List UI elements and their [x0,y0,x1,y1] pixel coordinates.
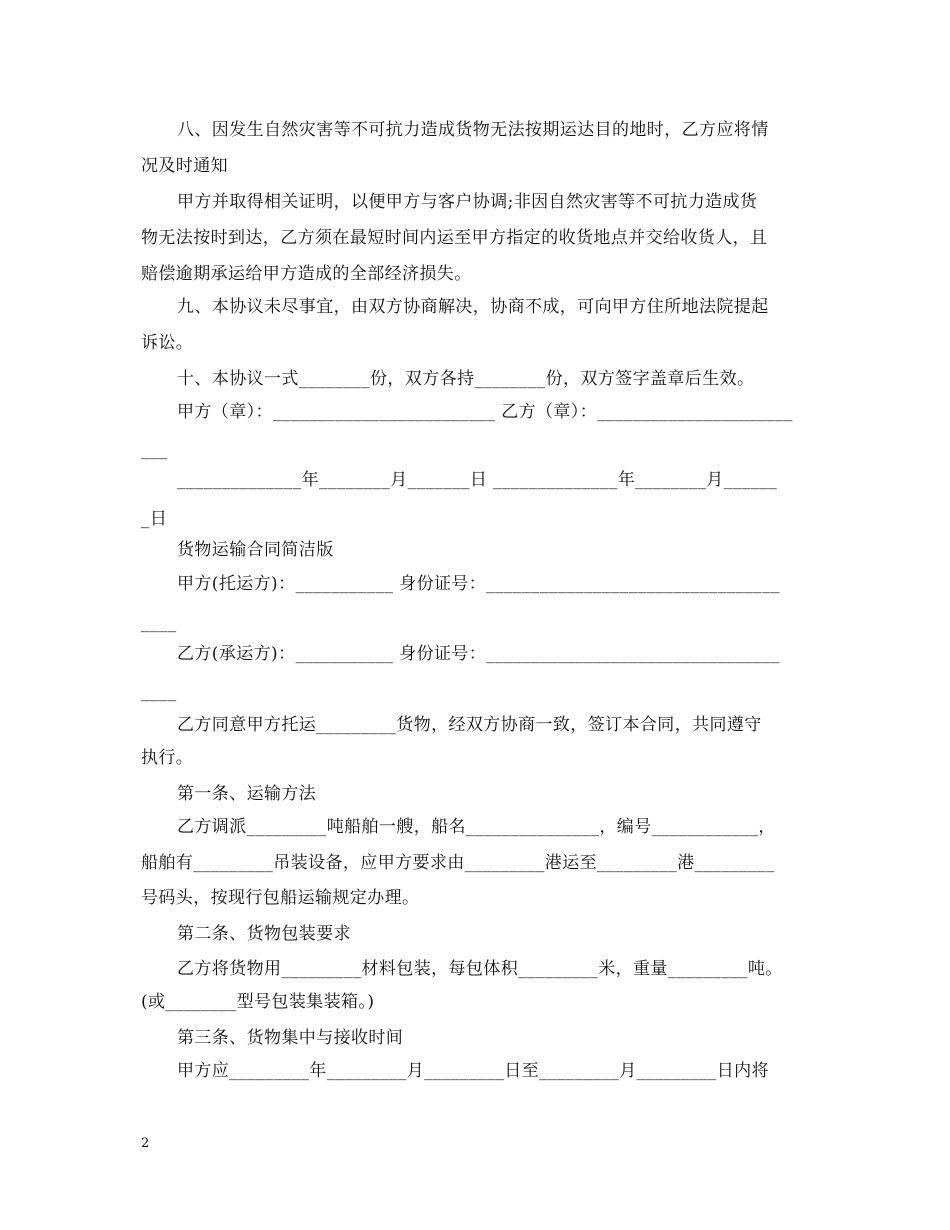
article-1-line-1: 乙方调派_________吨船舶一艘，船名_______________，编号____________， [177,817,776,837]
party-b-line: 乙方(承运方)：___________ 身份证号：_________________________________ [177,644,780,664]
clause-8-line-1: 八、因发生自然灾害等不可抗力造成货物无法按期运达目的地时，乙方应将情 [177,120,769,140]
contract-title: 货物运输合同简洁版 [177,540,334,560]
article-3-heading: 第三条、货物集中与接收时间 [177,1028,404,1048]
clause-9-line-1: 九、本协议未尽事宜，由双方协商解决，协商不成，可向甲方住所地法院提起 [177,297,769,317]
article-2-line-1: 乙方将货物用_________材料包装，每包体积_________米，重量_________吨。 [177,959,783,979]
party-a-line-continued: ____ [141,613,177,633]
paragraph-line: 物无法按时到达，乙方须在最短时间内运至甲方指定的收货地点并交给收货人，且 [141,228,768,248]
article-1-line-2: 船舶有_________吊装设备，应甲方要求由_________港运至_________港_________ [141,853,775,873]
paragraph-line: 赔偿逾期承运给甲方造成的全部经济损失。 [141,264,472,284]
clause-10-line: 十、本协议一式________份，双方各持________份，双方签字盖章后生效。 [177,369,755,389]
date-line: ______________年________月_______日 ______________年________月______ [177,470,778,490]
party-a-line: 甲方(托运方)：___________ 身份证号：_________________________________ [177,574,780,594]
agreement-line-2: 执行。 [141,748,194,768]
article-2-line-2: (或________型号包装集装箱。) [141,992,375,1012]
paragraph-line: 甲方并取得相关证明，以便甲方与客户协调;非因自然灾害等不可抗力造成货 [177,192,758,212]
signature-line: 甲方（章）：_________________________ 乙方（章）：______________________ [177,402,793,422]
party-b-line-continued: ____ [141,682,177,702]
article-1-heading: 第一条、运输方法 [177,784,317,804]
signature-line-continued: ___ [141,440,168,460]
article-3-line-1: 甲方应_________年_________月_________日至_________月_________日内将 [177,1061,769,1081]
clause-9-line-2: 诉讼。 [141,333,194,353]
page-number: 2 [141,1136,150,1151]
article-2-heading: 第二条、货物包装要求 [177,924,351,944]
article-1-line-3: 号码头，按现行包船运输规定办理。 [141,888,420,908]
clause-8-line-2: 况及时通知 [141,156,228,176]
date-line-continued: _日 [141,509,168,529]
agreement-line-1: 乙方同意甲方托运_________货物，经双方协商一致，签订本合同，共同遵守 [177,715,762,735]
